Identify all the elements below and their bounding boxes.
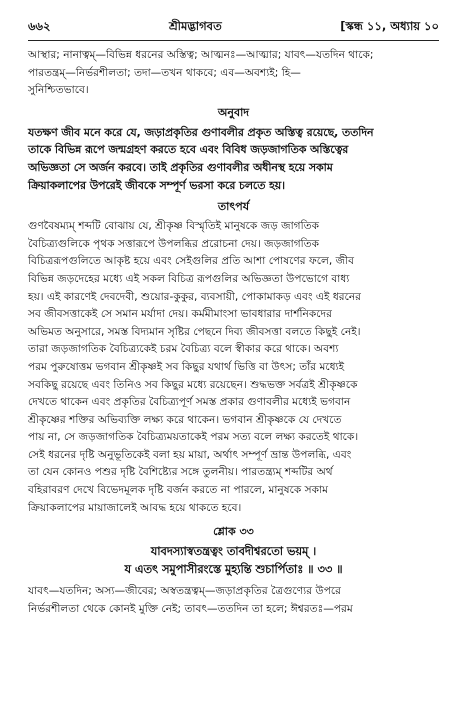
verse-text — [28, 543, 439, 579]
text-line: অভিমত অনুসারে, সমস্ত বিদ্যমান সৃষ্টির পেছনে দিব্য জীবসত্তা বলতে কিছুই নেই। — [28, 325, 361, 338]
word-meanings-top — [28, 47, 439, 100]
text-line: যতক্ষণ জীব মনে করে যে, জড়াপ্রকৃতির গুণাবলীর প্রকৃত অস্তিত্ব রয়েছে, ততদিন — [28, 125, 374, 139]
header-rule — [28, 40, 439, 41]
translation-text — [28, 124, 439, 194]
text-line: বিভিন্ন জড়দেহের মধ্যে এই সকল বিচিত্র রূপগুলির অভিজ্ঞতা উপভোগে বাধ্য — [28, 272, 350, 285]
verse-label: শ্লোক ৩৩ — [213, 525, 254, 539]
verse-line: যাবদস্যাস্বতন্ত্রত্বং তাবদীশ্বরতো ভয়ম্ । — [150, 545, 317, 559]
text-line: তা যেন কোনও পশুর দৃষ্টি বৈশিষ্ট্যের সঙ্গে তুলনীয়। পারতন্ত্র্যম্ শব্দটির অর্থ — [28, 466, 333, 479]
word-meanings-bottom — [28, 583, 439, 618]
page-header — [28, 18, 439, 36]
text-line: সব জীবসত্তাকেই সে সমান মর্যাদা দেয়। কর্মমীমাংসা ভাবধারার দার্শনিকদের — [28, 308, 332, 321]
text-line: শ্রীকৃষ্ণের শক্তির অভিব্যক্তি লক্ষ্য করে থাকেন। ভগবান শ্রীকৃষ্ণকে যে দেখতে — [28, 413, 342, 426]
chapter-reference: [স্কন্ধ ১১, অধ্যায় ১০ — [340, 19, 439, 33]
text-line: পারতন্ত্রম্—নির্ভরশীলতা; তদা—তখন থাকবে; এব—অবশ্যই; হি— — [28, 66, 301, 79]
text-line: তাকে বিভিন্ন রূপে জন্মগ্রহণ করতে হবে এবং বিবিধ জড়জাগতিক অস্তিত্বের — [28, 143, 349, 157]
text-line: দেখতে থাকেন এবং প্রকৃতির বৈচিত্র্যপূর্ণ সমস্ত প্রকার গুণাবলীর মধ্যেই ভগবান — [28, 396, 351, 409]
purport-heading: তাৎপর্য — [217, 200, 250, 214]
text-line: ক্রিয়াকলাপের মায়াজালেই আবদ্ধ হয়ে থাকতে হবে। — [28, 501, 242, 514]
page-number: ৬৬২ — [28, 19, 51, 33]
text-line: বিচিত্ররূপগুলিতে আকৃষ্ট হয়ে এবং সেইগুলির প্রতি আশা পোষণের ফলে, জীব — [28, 255, 354, 268]
text-line: সুনিশ্চিতভাবে। — [28, 84, 89, 97]
text-line: ক্রিয়াকলাপের উপরেই জীবকে সম্পূর্ণ ভরসা করে চলতে হয়। — [28, 178, 285, 192]
text-line: সবকিছু রয়েছে এবং তিনিও সব কিছুর মধ্যে রয়েছেন। শুদ্ধভক্ত সর্বত্রই শ্রীকৃষ্ণকে — [28, 378, 358, 391]
text-line: আস্থার; নানাত্বম্—বিভিন্ন ধরনের অস্তিত্ব; আত্মনঃ—আত্মার; যাবৎ—যতদিন থাকে; — [28, 49, 374, 61]
text-line: তারা জড়জাগতিক বৈচিত্র্যকেই চরম বৈচিত্র্য বলে স্বীকার করে থাকে। অবশ্য — [28, 343, 339, 356]
verse-line: য এতৎ সমুপাসীরংস্তে মুহ্যন্তি শুচার্পিতাঃ ॥ ৩৩ ॥ — [124, 563, 343, 577]
text-line: অভিজ্ঞতা সে অর্জন করবে। তাই প্রকৃতির গুণাবলীর অধীনস্থ হয়ে সকাম — [28, 160, 333, 174]
text-line: সেই ধরনের দৃষ্টি অনুভূতিকেই বলা হয় মায়া, অর্থাৎ সম্পূর্ণ ভ্রান্ত উপলব্ধি, এবং — [28, 448, 352, 461]
text-line: হয়। এই কারণেই দেবদেবী, শুয়োর-কুকুর, ব্যবসায়ী, পোকামাকড় এবং এই ধরনের — [28, 290, 361, 303]
purport-text — [28, 218, 439, 517]
text-line: পায় না, সে জড়জাগতিক বৈচিত্র্যময়তাকেই পরম সত্য বলে লক্ষ্য করতেই থাকে। — [28, 431, 359, 444]
translation-heading: অনুবাদ — [217, 105, 250, 119]
text-line: নির্ভরশীলতা থেকে কোনই মুক্তি নেই; তাবৎ—ততদিন তা হলে; ঈশ্বরতঃ—পরম — [28, 602, 353, 615]
text-line: গুণবৈষম্যম্ শব্দটি বোঝায় যে, শ্রীকৃষ্ণ বিস্মৃতিই মানুষকে জড় জাগতিক — [28, 220, 320, 233]
text-line: বহিরাবরণ দেখে বিভেদমূলক দৃষ্টি বর্জন করতে না পারলে, মানুষকে সকাম — [28, 484, 328, 497]
book-title: শ্রীমদ্ভাগবত — [168, 19, 222, 33]
text-line: পরম পুরুষোত্তম ভগবান শ্রীকৃষ্ণই সব কিছুর যথার্থ ভিত্তি বা উৎস; তাঁর মধ্যেই — [28, 360, 345, 373]
text-line: যাবৎ—যতদিন; অস্য—জীবের; অস্বতন্ত্রত্বম্—জড়াপ্রকৃতির ত্রৈগুণ্যের উপরে — [28, 585, 341, 598]
text-line: বৈচিত্র্যগুলিকে পৃথক সত্তারূপে উপলব্ধির প্ররোচনা দেয়। জড়জাগতিক — [28, 237, 320, 250]
